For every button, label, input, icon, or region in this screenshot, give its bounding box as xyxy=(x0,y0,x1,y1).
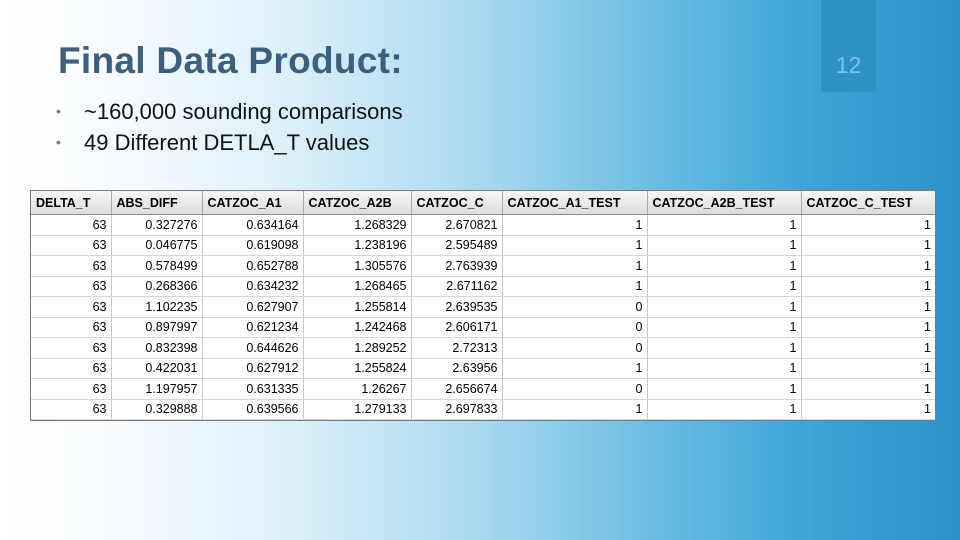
column-header-catzoc-a2b[interactable]: CATZOC_A2B xyxy=(303,191,411,215)
page-number-tab xyxy=(821,0,876,92)
table-row[interactable] xyxy=(31,358,935,379)
table-cell: 0.327276 xyxy=(111,215,202,236)
table-cell: 1 xyxy=(647,338,801,359)
table-cell: 1 xyxy=(502,276,647,297)
table-cell: 0.578499 xyxy=(111,256,202,277)
table-cell: 63 xyxy=(31,235,111,256)
table-cell: 0.897997 xyxy=(111,317,202,338)
table-cell: 63 xyxy=(31,276,111,297)
table-cell: 1 xyxy=(647,256,801,277)
table-cell: 1.268465 xyxy=(303,276,411,297)
table-row[interactable] xyxy=(31,235,935,256)
column-header-catzoc-c[interactable]: CATZOC_C xyxy=(411,191,502,215)
table-cell: 1 xyxy=(647,379,801,400)
table-cell: 1 xyxy=(801,235,935,256)
table-cell: 63 xyxy=(31,338,111,359)
table-cell: 2.763939 xyxy=(411,256,502,277)
table-cell: 1 xyxy=(801,256,935,277)
page-number: 12 xyxy=(835,52,862,78)
table-cell: 0.046775 xyxy=(111,235,202,256)
table-cell: 1 xyxy=(647,317,801,338)
table-cell: 63 xyxy=(31,297,111,318)
table-cell: 1 xyxy=(647,215,801,236)
table-cell: 0.627907 xyxy=(202,297,303,318)
data-table xyxy=(31,191,935,420)
table-cell: 0.644626 xyxy=(202,338,303,359)
table-cell: 0 xyxy=(502,338,647,359)
table-cell: 1 xyxy=(801,379,935,400)
bullet-text: ~160,000 sounding comparisons xyxy=(84,99,403,124)
table-cell: 2.72313 xyxy=(411,338,502,359)
table-cell: 0 xyxy=(502,297,647,318)
table-cell: 1 xyxy=(647,358,801,379)
table-cell: 1 xyxy=(647,399,801,420)
table-cell: 1.102235 xyxy=(111,297,202,318)
column-header-catzoc-a2b-test[interactable]: CATZOC_A2B_TEST xyxy=(647,191,801,215)
table-cell: 0 xyxy=(502,317,647,338)
table-cell: 1.197957 xyxy=(111,379,202,400)
table-body xyxy=(31,215,935,420)
table-cell: 1.255824 xyxy=(303,358,411,379)
table-cell: 0.627912 xyxy=(202,358,303,379)
table-cell: 2.595489 xyxy=(411,235,502,256)
column-header-abs-diff[interactable]: ABS_DIFF xyxy=(111,191,202,215)
table-cell: 0.422031 xyxy=(111,358,202,379)
table-cell: 0.268366 xyxy=(111,276,202,297)
table-cell: 1 xyxy=(502,235,647,256)
table-cell: 1 xyxy=(502,399,647,420)
table-cell: 1.289252 xyxy=(303,338,411,359)
column-header-catzoc-c-test[interactable]: CATZOC_C_TEST xyxy=(801,191,935,215)
table-cell: 63 xyxy=(31,317,111,338)
table-cell: 63 xyxy=(31,379,111,400)
table-cell: 1 xyxy=(801,297,935,318)
table-cell: 1.242468 xyxy=(303,317,411,338)
table-cell: 0.639566 xyxy=(202,399,303,420)
table-cell: 63 xyxy=(31,215,111,236)
slide-title: Final Data Product: xyxy=(58,40,403,81)
table-cell: 0.634164 xyxy=(202,215,303,236)
table-row[interactable] xyxy=(31,317,935,338)
bullet-text: 49 Different DETLA_T values xyxy=(84,130,370,155)
bullet-icon: • xyxy=(56,134,61,150)
table-cell: 1 xyxy=(801,215,935,236)
table-row[interactable] xyxy=(31,399,935,420)
bullet-item xyxy=(56,96,403,127)
table-cell: 2.697833 xyxy=(411,399,502,420)
bullet-list xyxy=(56,96,403,158)
table-row[interactable] xyxy=(31,215,935,236)
table-cell: 1 xyxy=(801,358,935,379)
table-cell: 0.329888 xyxy=(111,399,202,420)
table-cell: 1.26267 xyxy=(303,379,411,400)
table-row[interactable] xyxy=(31,297,935,318)
table-cell: 63 xyxy=(31,399,111,420)
column-header-catzoc-a1-test[interactable]: CATZOC_A1_TEST xyxy=(502,191,647,215)
table-cell: 2.639535 xyxy=(411,297,502,318)
table-cell: 1 xyxy=(647,276,801,297)
table-cell: 1.279133 xyxy=(303,399,411,420)
table-cell: 1.268329 xyxy=(303,215,411,236)
bullet-item xyxy=(56,127,403,158)
table-cell: 1.238196 xyxy=(303,235,411,256)
table-cell: 1 xyxy=(502,215,647,236)
table-cell: 2.656674 xyxy=(411,379,502,400)
table-cell: 0.652788 xyxy=(202,256,303,277)
table-cell: 2.671162 xyxy=(411,276,502,297)
table-row[interactable] xyxy=(31,256,935,277)
table-cell: 1 xyxy=(647,235,801,256)
column-header-delta-t[interactable]: DELTA_T xyxy=(31,191,111,215)
table-cell: 2.670821 xyxy=(411,215,502,236)
column-header-catzoc-a1[interactable]: CATZOC_A1 xyxy=(202,191,303,215)
table-cell: 1 xyxy=(801,276,935,297)
table-row[interactable] xyxy=(31,276,935,297)
table-cell: 1 xyxy=(801,338,935,359)
table-cell: 0.621234 xyxy=(202,317,303,338)
table-row[interactable] xyxy=(31,338,935,359)
table-cell: 0.631335 xyxy=(202,379,303,400)
table-cell: 1.255814 xyxy=(303,297,411,318)
attribute-table xyxy=(30,190,936,421)
table-cell: 1 xyxy=(801,317,935,338)
table-cell: 0.832398 xyxy=(111,338,202,359)
bullet-icon: • xyxy=(56,103,61,119)
table-cell: 63 xyxy=(31,256,111,277)
table-cell: 0.619098 xyxy=(202,235,303,256)
table-row[interactable] xyxy=(31,379,935,400)
table-cell: 2.63956 xyxy=(411,358,502,379)
table-header-row xyxy=(31,191,935,215)
table-cell: 0.634232 xyxy=(202,276,303,297)
table-cell: 2.606171 xyxy=(411,317,502,338)
table-cell: 1 xyxy=(647,297,801,318)
table-cell: 1 xyxy=(502,358,647,379)
table-cell: 1.305576 xyxy=(303,256,411,277)
table-cell: 1 xyxy=(801,399,935,420)
table-cell: 1 xyxy=(502,256,647,277)
table-cell: 63 xyxy=(31,358,111,379)
table-cell: 0 xyxy=(502,379,647,400)
